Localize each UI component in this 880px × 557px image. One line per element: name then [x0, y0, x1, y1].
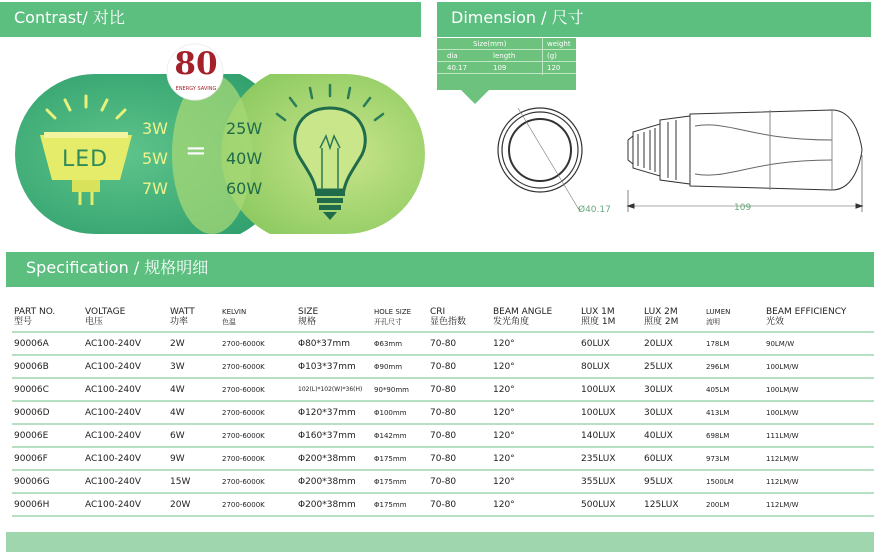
column-header: WATT 功率: [170, 307, 195, 327]
table-cell: 100LM/W: [764, 401, 874, 424]
table-cell: 296LM: [704, 355, 764, 378]
side-view-drawing: [628, 110, 862, 212]
table-cell: AC100-240V: [83, 447, 168, 470]
badge-caption: ENERGY SAVING: [175, 86, 217, 92]
table-cell: 4W: [168, 401, 220, 424]
table-cell: 120°: [491, 470, 579, 493]
dimension-section-header: [437, 2, 871, 34]
table-cell: Φ63mm: [372, 332, 428, 355]
led-label: LED: [62, 147, 109, 172]
table-cell: 90LM/W: [764, 332, 874, 355]
table-cell: 235LUX: [579, 447, 642, 470]
diameter-dimension-label: Ø40.17: [578, 205, 611, 215]
table-cell: 15W: [168, 470, 220, 493]
column-header: LUX 1M 照度 1M: [581, 307, 616, 327]
led-watt-7: 7W: [142, 179, 168, 198]
table-cell: 120°: [491, 378, 579, 401]
bulb-watt-25: 25W: [226, 119, 263, 138]
contrast-header-underline: [0, 34, 421, 37]
dimension-title: Dimension / 尺寸: [451, 8, 584, 27]
column-header: CRI 显色指数: [430, 307, 467, 327]
contrast-section-header: [0, 2, 421, 34]
dim-val-dia: 40.17: [447, 64, 468, 72]
table-cell: 60LUX: [642, 447, 704, 470]
table-row: [12, 401, 874, 424]
table-cell: 6W: [168, 424, 220, 447]
table-cell: 70-80: [428, 493, 491, 516]
table-cell: 2700-6000K: [220, 493, 296, 516]
table-cell: 200LM: [704, 493, 764, 516]
table-cell: Φ175mm: [372, 470, 428, 493]
column-header: LUMEN 流明: [706, 308, 731, 326]
table-cell: Φ200*38mm: [296, 470, 372, 493]
table-cell: 111LM/W: [764, 424, 874, 447]
dimension-table: [437, 38, 576, 90]
table-row: [12, 424, 874, 447]
column-header: BEAM EFFICIENCY 光效: [766, 307, 847, 327]
table-cell: 30LUX: [642, 401, 704, 424]
table-cell: 90006C: [12, 378, 83, 401]
table-cell: 355LUX: [579, 470, 642, 493]
table-cell: 2700-6000K: [220, 378, 296, 401]
dimension-callout-pointer: [460, 89, 490, 105]
table-cell: 40LUX: [642, 424, 704, 447]
spec-header-underline: [6, 284, 874, 287]
dim-header-size: Size(mm): [473, 40, 507, 48]
table-row: [12, 470, 874, 493]
column-header: PART NO. 型号: [14, 307, 56, 327]
length-dimension-label: 109: [734, 203, 752, 213]
table-cell: 30LUX: [642, 378, 704, 401]
table-cell: Φ100mm: [372, 401, 428, 424]
table-cell: 90006F: [12, 447, 83, 470]
led-wattage-list: [142, 114, 168, 204]
table-cell: 140LUX: [579, 424, 642, 447]
dim-col-length: length: [493, 52, 516, 60]
table-cell: 60LUX: [579, 332, 642, 355]
table-cell: 2W: [168, 332, 220, 355]
table-cell: Φ80*37mm: [296, 332, 372, 355]
table-cell: Φ120*37mm: [296, 401, 372, 424]
dim-val-length: 109: [493, 64, 507, 72]
table-cell: 120°: [491, 447, 579, 470]
table-cell: 100LM/W: [764, 378, 874, 401]
table-cell: AC100-240V: [83, 424, 168, 447]
table-row: [12, 332, 874, 355]
table-cell: AC100-240V: [83, 470, 168, 493]
table-cell: 698LM: [704, 424, 764, 447]
table-cell: Φ175mm: [372, 447, 428, 470]
table-row: [12, 378, 874, 401]
table-cell: 70-80: [428, 401, 491, 424]
table-cell: 2700-6000K: [220, 332, 296, 355]
bulb-watt-60: 60W: [226, 179, 263, 198]
table-cell: Φ200*38mm: [296, 493, 372, 516]
bulb-dimension-drawing: [490, 100, 870, 220]
table-cell: 120°: [491, 493, 579, 516]
table-cell: 120°: [491, 332, 579, 355]
table-cell: 90006D: [12, 401, 83, 424]
dim-col-unit: (g): [547, 52, 557, 60]
table-cell: 2700-6000K: [220, 424, 296, 447]
front-view-drawing: [498, 108, 582, 210]
dimension-header-underline: [437, 34, 871, 37]
column-header: KELVIN 色温: [222, 308, 247, 326]
dim-col-dia: dia: [447, 52, 458, 60]
contrast-title: Contrast/ 对比: [14, 8, 125, 27]
table-cell: AC100-240V: [83, 378, 168, 401]
specification-title: Specification / 规格明细: [26, 258, 209, 277]
column-header: BEAM ANGLE 发光角度: [493, 307, 553, 327]
table-row: [12, 447, 874, 470]
badge-number: 80: [174, 46, 218, 82]
table-cell: 20LUX: [642, 332, 704, 355]
table-cell: 95LUX: [642, 470, 704, 493]
table-cell: 70-80: [428, 447, 491, 470]
table-cell: 102(L)*102(W)*36(H): [296, 378, 372, 401]
table-cell: 100LUX: [579, 378, 642, 401]
table-cell: AC100-240V: [83, 355, 168, 378]
table-cell: 70-80: [428, 424, 491, 447]
table-cell: 500LUX: [579, 493, 642, 516]
specification-section-header: [6, 252, 874, 284]
table-cell: Φ90mm: [372, 355, 428, 378]
dim-val-weight: 120: [547, 64, 561, 72]
table-cell: 80LUX: [579, 355, 642, 378]
dim-header-weight: weight: [547, 40, 571, 48]
table-cell: 70-80: [428, 470, 491, 493]
led-watt-5: 5W: [142, 149, 168, 168]
table-cell: 112LM/W: [764, 470, 874, 493]
table-cell: Φ175mm: [372, 493, 428, 516]
table-cell: 9W: [168, 447, 220, 470]
table-cell: 178LM: [704, 332, 764, 355]
table-cell: 2700-6000K: [220, 470, 296, 493]
table-cell: 100LM/W: [764, 355, 874, 378]
column-header: SIZE 规格: [298, 307, 319, 327]
table-cell: 90006B: [12, 355, 83, 378]
table-cell: AC100-240V: [83, 401, 168, 424]
table-cell: 70-80: [428, 332, 491, 355]
table-cell: 25LUX: [642, 355, 704, 378]
table-cell: 125LUX: [642, 493, 704, 516]
table-cell: 1500LM: [704, 470, 764, 493]
column-header: VOLTAGE 电压: [85, 307, 126, 327]
table-cell: 90*90mm: [372, 378, 428, 401]
table-cell: 2700-6000K: [220, 401, 296, 424]
equals-sign: =: [185, 136, 207, 166]
specification-table: [12, 304, 874, 517]
table-cell: 413LM: [704, 401, 764, 424]
table-header-row: [12, 304, 874, 332]
table-cell: 20W: [168, 493, 220, 516]
table-cell: 405LM: [704, 378, 764, 401]
table-cell: 4W: [168, 378, 220, 401]
table-cell: 90006G: [12, 470, 83, 493]
table-row: [12, 493, 874, 516]
table-cell: 120°: [491, 401, 579, 424]
column-header: HOLE SIZE 开孔尺寸: [374, 308, 412, 326]
table-cell: 90006A: [12, 332, 83, 355]
table-cell: 112LM/W: [764, 447, 874, 470]
table-row: [12, 355, 874, 378]
table-cell: Φ142mm: [372, 424, 428, 447]
table-cell: 973LM: [704, 447, 764, 470]
table-cell: AC100-240V: [83, 332, 168, 355]
table-cell: 100LUX: [579, 401, 642, 424]
table-cell: AC100-240V: [83, 493, 168, 516]
table-cell: Φ160*37mm: [296, 424, 372, 447]
table-cell: 112LM/W: [764, 493, 874, 516]
table-cell: 2700-6000K: [220, 355, 296, 378]
table-cell: 120°: [491, 424, 579, 447]
footer-bar: [6, 532, 874, 552]
led-watt-3: 3W: [142, 119, 168, 138]
table-cell: 3W: [168, 355, 220, 378]
table-cell: Φ200*38mm: [296, 447, 372, 470]
table-cell: 2700-6000K: [220, 447, 296, 470]
bulb-watt-40: 40W: [226, 149, 263, 168]
table-cell: 90006E: [12, 424, 83, 447]
table-cell: 70-80: [428, 378, 491, 401]
table-cell: Φ103*37mm: [296, 355, 372, 378]
column-header: LUX 2M 照度 2M: [644, 307, 679, 327]
bulb-wattage-list: [226, 114, 262, 204]
table-cell: 70-80: [428, 355, 491, 378]
table-cell: 90006H: [12, 493, 83, 516]
table-cell: 120°: [491, 355, 579, 378]
